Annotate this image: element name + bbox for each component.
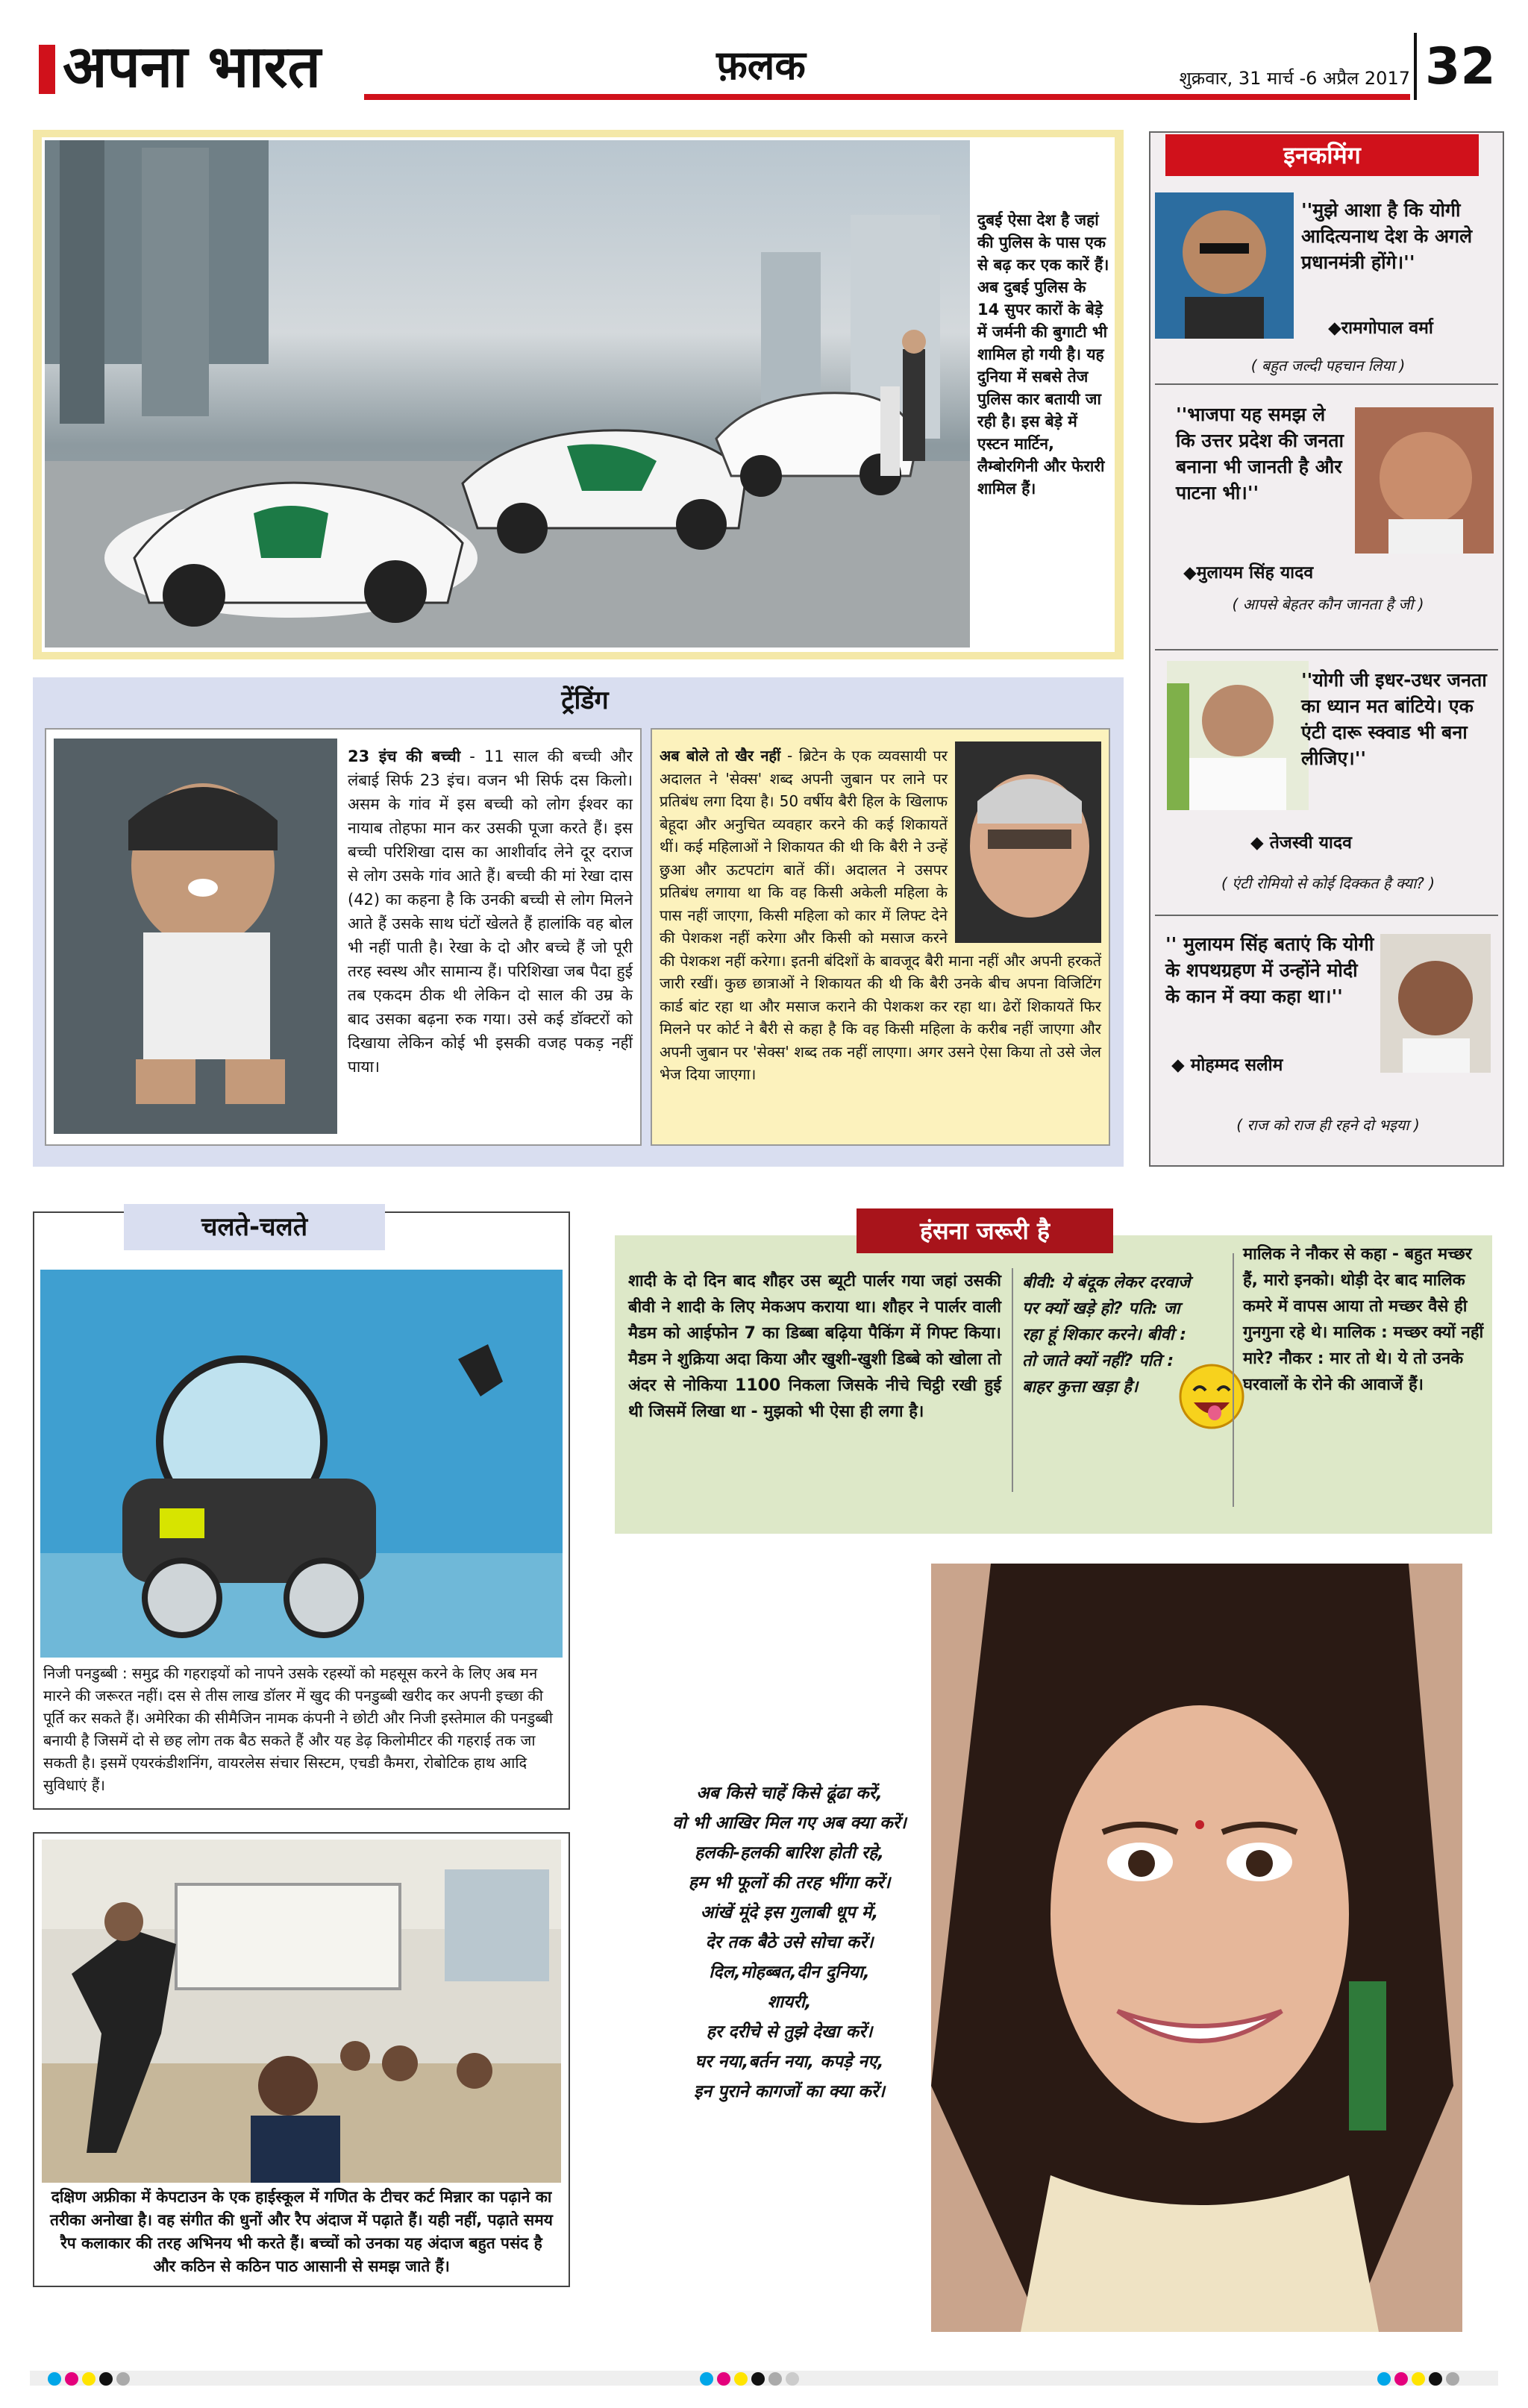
actress-photo (931, 1564, 1462, 2332)
top-story-caption: दुबई ऐसा देश है जहां की पुलिस के पास एक से बढ़ कर एक कारें हैं। अब दुबई पुलिस के 14 सुपर कारों के बेड़े में जर्मनी की बुगाटी भी शामिल हो गयी है। यह दुनिया में सबसे तेज पुलिस कार बतायी जा रही है। इस बेड़े में एस्टन मार्टिन, लैम्बोरगिनी और फेरारी शामिल हैं। (977, 211, 1109, 498)
trending-left-body: - 11 साल की बच्ची और लंबाई सिर्फ 23 इंच। वजन भी सिर्फ दस किलो। असम के गांव में इस बच्ची को लोग ईश्वर का नायाब तोहफा मान कर उसकी पूजा करते हैं। इस बच्ची परिशिखा दास का आशीर्वाद लेने दूर दराज से लोग उसके गांव आते हैं। बच्ची की मां रेखा दास (42) का कहना है कि उनकी बच्ची से लोग मिलने आते हैं उसके साथ घंटों खेलते हैं हालांकि वह बोल भी नहीं पाती है। रेखा के दो और बच्चे हैं जो पूरी तरह स्वस्थ और सामान्य हैं। परिशिखा जब पैदा हुई तब एकदम ठीक थी लेकिन दो साल की उम्र के बाद उसका बढ़ना रुक गया। उसे कई डॉक्टरों को दिखाया लेकिन कोई भी इसकी वजह पकड़ नहीं पाया। (348, 747, 633, 1076)
incoming-name-4: ◆ मोहम्मद सलीम (1171, 1056, 1283, 1075)
photo-float-spacer (948, 744, 1101, 947)
masthead (30, 30, 358, 107)
incoming-name-3: ◆ तेजस्वी यादव (1250, 833, 1352, 853)
ramgopal-varma-photo (1155, 192, 1294, 339)
incoming-quote-2: ''भाजपा यह समझ ले कि उत्तर प्रदेश की जनता बनाना भी जानती है और पाटना भी।'' (1176, 404, 1344, 504)
person-portrait-icon (1380, 934, 1491, 1073)
poem-line: आंखें मूंदे इस गुलाबी धूप में, (700, 1903, 879, 1922)
page-number: 32 (1425, 37, 1496, 96)
chalte-title: चलते-चलते (124, 1204, 385, 1250)
trending-right-text (660, 744, 1101, 1086)
dubai-police-cars-photo (45, 140, 970, 648)
masthead-red-bar (39, 45, 55, 94)
incoming-sub-1: ( बहुत जल्दी पहचान लिया ) (1250, 357, 1406, 374)
mulayam-singh-photo (1355, 407, 1494, 554)
incoming-quote-3: ''योगी जी इधर-उधर जनता का ध्यान मत बांटिये। एक एंटी दारू स्क्वाड भी बना लीजिए।'' (1301, 669, 1487, 769)
incoming-quote-1: ''मुझे आशा है कि योगी आदित्यनाथ देश के अगले प्रधानमंत्री होंगे।'' (1301, 199, 1473, 273)
incoming-sub-3: ( एंटी रोमियो से कोई दिक्कत है क्या? ) (1221, 874, 1435, 892)
color-registration-left (48, 2372, 134, 2389)
classroom-caption: दक्षिण अफ्रीका में केपटाउन के एक हाईस्कूल में गणित के टीचर कर्ट मिन्नार का पढ़ाने का तरीका अनोखा है। वह संगीत की धुनों और रैप अंदाज में पढ़ाते हैं। यही नहीं, पढ़ाते समय रैप कलाकार की तरह अभिनय भी करते हैं। बच्चों को उनका यह अंदाज बहुत पसंद है और कठिन से कठिन पाठ आसानी से समझ जाते हैं। (50, 2188, 553, 2275)
laughing-emoji-icon (1176, 1361, 1247, 1432)
incoming-name-2: ◆मुलायम सिंह यादव (1183, 563, 1314, 583)
poem (663, 1778, 916, 2107)
hasna-divider-1 (1012, 1268, 1013, 1492)
classroom-illustration (42, 1840, 561, 2183)
incoming-divider-3 (1155, 915, 1498, 916)
incoming-title: इनकमिंग (1165, 134, 1479, 176)
actress-portrait-illustration (931, 1564, 1462, 2332)
child-photo-illustration (54, 739, 337, 1134)
person-portrait-icon (1355, 407, 1494, 554)
poem-line: हर दरीचे से तुझे देखा करें। (706, 2022, 873, 2042)
trending-title: ट्रेंडिंग (561, 686, 609, 715)
color-registration-right (1377, 2372, 1463, 2389)
mohammad-salim-photo (1380, 934, 1491, 1073)
masthead-title: अपना भारत (63, 33, 321, 101)
section-title: फ़लक (716, 42, 806, 89)
person-portrait-icon (1167, 661, 1309, 810)
submarine-photo (40, 1270, 563, 1658)
poem-line: दिल,मोहब्बत,दीन दुनिया, (709, 1963, 870, 1982)
poem-line: हम भी फूलों की तरह भींगा करें। (688, 1873, 891, 1893)
incoming-quote-4: '' मुलायम सिंह बताएं कि योगी के शपथग्रहण में उन्होंने मोदी के कान में क्या कहा था।'' (1165, 933, 1374, 1007)
incoming-divider-2 (1155, 649, 1498, 650)
poem-line: इन पुराने कागजों का क्या करें। (694, 2082, 885, 2101)
tejashwi-yadav-photo (1167, 661, 1309, 810)
submarine-illustration (40, 1270, 563, 1658)
poem-line: शायरी, (767, 1992, 812, 2012)
trending-right-body: - ब्रिटेन के एक व्यवसायी पर अदालत ने 'सेक्स' शब्द अपनी जुबान पर लाने पर प्रतिबंध लगा दिया है। 50 वर्षीय बैरी हिल के खिलाफ बेहूदा और अनुचित व्यवहार करने की कई शिकायतें थीं। कई महिलाओं ने शिकायत की थी कि बैरी ने उन्हें छुआ और ऊटपटांग बातें कीं। अदालत ने उसपर प्रतिबंध लगाया था कि वह किसी अकेली महिला के पास नहीं जाएगा, किसी महिला को कार में लिफ्ट देने की पेशकश नहीं करेगा और किसी को मसाज करने की पेशकश नहीं करेगा। इतनी बंदिशों के बावजूद बैरी माना नहीं और अपनी हरकतें जारी रखीं। कुछ छात्राओं ने शिकायत की थी कि बैरी उनके बीच अपना विजिटिंग कार्ड बांट रहा था और मसाज कराने की पेशकश कर रहा था। ढेरों शिकायतें फिर मिलने पर कोर्ट ने बैरी से कहा है कि वह किसी महिला के करीब नहीं जाएगा और अपनी जुबान पर 'सेक्स' शब्द तक नहीं लाएगा। अगर उसने ऐसा किया तो उसे जेल भेज दिया जाएगा। (660, 747, 1101, 1083)
color-registration-center (700, 2372, 803, 2389)
incoming-sub-4: ( राज को राज ही रहने दो भइया ) (1236, 1116, 1420, 1134)
person-portrait-icon (1155, 192, 1294, 339)
issue-date: शुक्रवार, 31 मार्च -6 अप्रैल 2017 (1179, 68, 1410, 89)
submarine-caption: निजी पनडुब्बी : समुद्र की गहराइयों को नापने उसके रहस्यों को महसूस करने के लिए अब मन मारने की जरूरत नहीं। दस से तीस लाख डॉलर में खुद की पनडुब्बी खरीद कर अपनी इच्छा की पूर्ति कर सकते हैं। अमेरिका की सीमैजिन नामक कंपनी ने छोटी और निजी इस्तेमाल की पनडुब्बी बनायी है जिसमें दो से छह लोग तक बैठ सकते हैं और यह डेढ़ किलोमीटर की गहराई तक जा सकती है। इसमें एयरकंडीशनिंग, वायरलेस संचार सिस्टम, एचडी कैमरा, रोबोटिक हाथ आदि सुविधाएं हैं। (43, 1664, 553, 1794)
laughing-emoji-icon-svg (1176, 1361, 1247, 1432)
classroom-photo (42, 1840, 561, 2183)
hasna-joke-3: मालिक ने नौकर से कहा - बहुत मच्छर हैं, मारो इनको। थोड़ी देर बाद मालिक कमरे में वापस आया तो मच्छर वैसे ही गुनगुना रहे थे। मालिक : मच्छर क्यों नहीं मारे? नौकर : मार तो थे। ये तो उनके घरवालों के रोने की आवाजें हैं। (1243, 1245, 1484, 1394)
hasna-title: हंसना जरूरी है (857, 1208, 1113, 1253)
little-girl-photo (54, 739, 337, 1134)
trending-right-headline: अब बोले तो खैर नहीं (660, 747, 781, 765)
hasna-joke-1: शादी के दो दिन बाद शौहर उस ब्यूटी पार्लर गया जहां उसकी बीवी ने शादी के लिए मेकअप कराया था। शौहर ने पार्लर वाली मैडम को आईफोन 7 का डिब्बा बढ़िया पैकिंग में गिफ्ट किया। मैडम ने शुक्रिया अदा किया और खुशी-खुशी डिब्बे को खोला तो अंदर से नोकिया 1100 निकला जिसके नीचे चिट्ठी रखी हुई थी जिसमें लिखा था - मुझको भी ऐसा ही लगा है। (628, 1272, 1001, 1421)
incoming-sub-2: ( आपसे बेहतर कौन जानता है जी ) (1232, 595, 1424, 613)
incoming-name-1: ◆रामगोपाल वर्मा (1328, 319, 1433, 338)
incoming-divider-1 (1155, 383, 1498, 385)
poem-line: देर तक बैठे उसे सोचा करें। (705, 1933, 874, 1952)
header-rule (364, 94, 1410, 100)
poem-line: हलकी-हलकी बारिश होती रहे, (694, 1843, 885, 1863)
poem-line: अब किसे चाहें किसे ढूंढा करें, (696, 1784, 883, 1803)
header-divider (1414, 33, 1417, 100)
trending-left-headline: 23 इंच की बच्ची (348, 747, 461, 765)
poem-line: घर नया,बर्तन नया, कपड़े नए, (695, 2052, 884, 2072)
trending-left-text (348, 744, 633, 1079)
poem-line: वो भी आखिर मिल गए अब क्या करें। (672, 1813, 907, 1833)
dubai-scene-illustration (45, 140, 970, 648)
hasna-joke-2: बीवी: ये बंदूक लेकर दरवाजे पर क्यों खड़े हो? पति: जा रहा हूं शिकार करने। बीवी : तो जाते क्यों नहीं? पति : बाहर कुत्ता खड़ा है। (1022, 1273, 1191, 1396)
hasna-divider-2 (1233, 1253, 1234, 1507)
